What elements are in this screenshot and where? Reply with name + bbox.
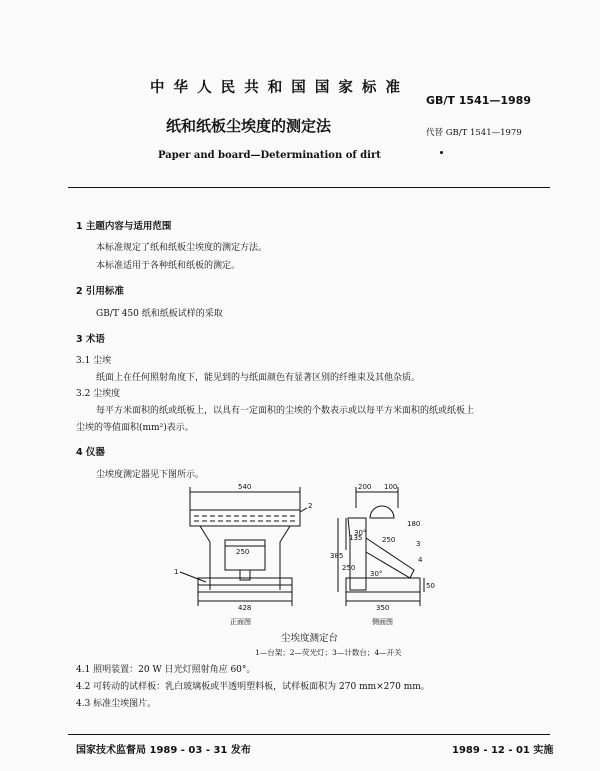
section-3-heading: 3 术语 xyxy=(76,334,105,345)
frame-right xyxy=(280,526,290,590)
dim-label-180: 180 xyxy=(407,520,421,528)
section-4-heading: 4 仪器 xyxy=(76,447,105,458)
dim-label-100: 100 xyxy=(384,483,398,491)
part-label-1: 1 xyxy=(174,568,179,576)
section-1-paragraph-2: 本标准适用于各种纸和纸板的测定。 xyxy=(96,261,241,271)
dim-label-135: 135 xyxy=(349,534,363,542)
term-3-2-heading: 3.2 尘埃度 xyxy=(76,389,121,399)
standard-title-english: Paper and board—Determination of dirt xyxy=(158,150,381,161)
section-1-paragraph-1: 本标准规定了纸和纸板尘埃度的测定方法。 xyxy=(96,243,268,253)
dim-label-250-table: 250 xyxy=(382,536,396,544)
footer-divider xyxy=(68,734,550,735)
stray-mark xyxy=(440,151,443,154)
header-divider xyxy=(68,187,550,188)
figure-legend: 1—台架；2—荧光灯；3—计数台；4—开关 xyxy=(255,648,402,657)
term-3-2-definition-line-2: 尘埃的等值面积(mm²)表示。 xyxy=(76,423,194,433)
part-label-2: 2 xyxy=(308,502,313,510)
side-view-label: 侧面图 xyxy=(372,618,393,626)
effective-date: 1989 - 12 - 01 实施 xyxy=(452,745,554,756)
dim-label-250: 250 xyxy=(236,548,250,556)
dim-label-385: 385 xyxy=(330,552,344,560)
standard-number: GB/T 1541—1989 xyxy=(426,94,531,107)
term-3-1-definition: 纸面上在任何照射角度下，能见到的与纸面颜色有显著区别的纤维束及其他杂质。 xyxy=(96,373,421,383)
dim-label-250-side: 250 xyxy=(342,564,356,572)
term-3-1-heading: 3.1 尘埃 xyxy=(76,356,112,366)
dim-label-50: 50 xyxy=(426,582,435,590)
part-label-3: 3 xyxy=(416,540,421,548)
standard-title: 纸和纸板尘埃度的测定法 xyxy=(166,117,332,135)
angle-label-top: 30° xyxy=(354,529,367,537)
item-4-1: 4.1 照明装置：20 W 日光灯照射角应 60°。 xyxy=(76,665,256,675)
part-label-4: 4 xyxy=(418,556,423,564)
dirt-tester-drawing xyxy=(170,478,450,628)
item-4-3: 4.3 标准尘埃图片。 xyxy=(76,699,157,709)
section-1-heading: 1 主题内容与适用范围 xyxy=(76,221,172,232)
dim-label-540: 540 xyxy=(238,483,252,491)
issuer-date: 国家技术监督局 1989 - 03 - 31 发布 xyxy=(76,745,251,756)
dim-label-428: 428 xyxy=(238,604,252,612)
issuing-body-heading: 中 华 人 民 共 和 国 国 家 标 准 xyxy=(150,80,402,96)
leader-line-2 xyxy=(300,508,307,512)
term-3-2-definition-line-1: 每平方米面积的纸或纸板上，以具有一定面积的尘埃的个数表示或以每平方米面积的纸或纸板上 xyxy=(96,406,475,416)
angle-label-bottom: 30° xyxy=(370,570,383,578)
figure-caption: 尘埃度测定台 xyxy=(281,633,339,644)
item-4-2: 4.2 可转动的试样板：乳白玻璃板或半透明塑料板，试样板面积为 270 mm×270 mm。 xyxy=(76,682,430,692)
leader-line-1 xyxy=(180,572,206,582)
dim-label-350: 350 xyxy=(376,604,390,612)
section-4-intro: 尘埃度测定器见下图所示。 xyxy=(96,470,205,480)
lamp-housing xyxy=(190,510,300,526)
replaces-note: 代替 GB/T 1541—1979 xyxy=(426,128,522,138)
section-2-reference: GB/T 450 纸和纸板试样的采取 xyxy=(96,309,223,319)
lamp-head-side xyxy=(370,506,394,518)
section-2-heading: 2 引用标准 xyxy=(76,286,124,297)
front-view-label: 正面图 xyxy=(230,618,251,626)
dim-label-200: 200 xyxy=(358,483,372,491)
